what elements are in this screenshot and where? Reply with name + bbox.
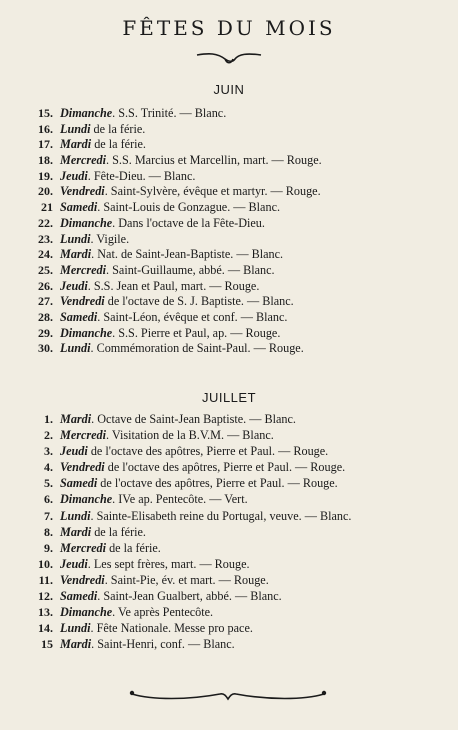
feast-description [60, 572, 269, 588]
feast-weekday: Vendredi [60, 572, 105, 587]
feast-entry [0, 279, 458, 295]
feast-weekday: Dimanche [60, 492, 113, 507]
feast-entry [0, 540, 458, 556]
feast-date-number: 19. [38, 168, 53, 183]
feast-description [60, 310, 287, 326]
feast-weekday: Lundi [60, 341, 91, 356]
feast-entry [0, 443, 458, 459]
feast-text: . IVe ap. Pentecôte. — Vert. [112, 492, 248, 507]
feast-text: . Saint-Sylvère, évêque et martyr. — Rouge. [104, 184, 321, 199]
feast-entry [0, 508, 458, 524]
feast-entry [0, 459, 458, 475]
feast-entry [0, 604, 458, 620]
feast-date-number: 5. [44, 476, 53, 491]
feast-weekday: Mardi [60, 247, 92, 262]
feast-entry [0, 556, 458, 572]
feast-date-number: 24. [38, 247, 53, 262]
feast-text: . Les sept frères, mart. — Rouge. [87, 556, 250, 571]
feast-entry [0, 247, 458, 263]
feast-weekday: Mardi [60, 637, 92, 652]
feast-date-number: 23. [38, 231, 53, 246]
feast-text: . Fête Nationale. Messe pro pace. [90, 621, 253, 636]
feast-date-number: 22. [38, 215, 53, 230]
feast-description [60, 475, 338, 491]
feast-description [60, 604, 213, 620]
feast-list-juillet [0, 411, 458, 652]
feast-text: de l'octave des apôtres, Pierre et Paul. — Rouge. [104, 460, 346, 475]
feast-entry [0, 411, 458, 427]
feast-date-number: 12. [38, 589, 53, 604]
feast-description [60, 620, 253, 636]
feast-entry [0, 122, 458, 138]
feast-description [60, 491, 248, 507]
feast-weekday: Mardi [60, 137, 92, 152]
feast-text: de la férie. [106, 540, 161, 555]
feast-text: . Saint-Pie, év. et mart. — Rouge. [104, 572, 269, 587]
feast-description [60, 137, 146, 153]
feast-date-number: 18. [38, 153, 53, 168]
top-flourish-ornament [195, 50, 263, 66]
feast-entry [0, 636, 458, 652]
feast-description [60, 588, 282, 604]
feast-weekday: Vendredi [60, 184, 105, 199]
feast-description [60, 153, 322, 169]
feast-weekday: Mercredi [60, 153, 107, 168]
feast-entry [0, 153, 458, 169]
feast-description [60, 247, 283, 263]
feast-description [60, 540, 161, 556]
feast-date-number: 20. [38, 184, 53, 199]
feast-date-number: 10. [38, 556, 53, 571]
feast-weekday: Mardi [60, 412, 92, 426]
feast-date-number: 27. [38, 294, 53, 309]
feast-weekday: Mardi [60, 524, 92, 539]
feast-date-number: 25. [38, 262, 53, 277]
feast-weekday: Dimanche [60, 605, 113, 620]
feast-date-number: 28. [38, 309, 53, 324]
feast-text: . Octave de Saint-Jean Baptiste. — Blanc. [91, 412, 296, 426]
feast-weekday: Jeudi [60, 278, 88, 293]
feast-entry [0, 169, 458, 185]
feast-text: . S.S. Marcius et Marcellin, mart. — Rouge. [106, 153, 322, 168]
feast-description [60, 524, 146, 540]
feast-weekday: Lundi [60, 121, 91, 136]
feast-text: de l'octave des apôtres, Pierre et Paul. — Rouge. [87, 444, 329, 459]
feast-description [60, 106, 226, 122]
feast-date-number: 29. [38, 325, 53, 340]
feast-description [60, 263, 275, 279]
feast-list-juin [0, 106, 458, 357]
feast-description [60, 443, 328, 459]
feast-description [60, 508, 351, 524]
feast-weekday: Jeudi [60, 444, 88, 459]
feast-date-number: 9. [44, 540, 53, 555]
feast-date-number: 4. [44, 460, 53, 475]
feast-date-number: 17. [38, 137, 53, 152]
feast-entry [0, 310, 458, 326]
feast-entry [0, 572, 458, 588]
feast-text: . Saint-Guillaume, abbé. — Blanc. [106, 262, 275, 277]
feast-description [60, 556, 250, 572]
feast-date-number: 15 [41, 637, 53, 652]
feast-weekday: Samedi [60, 200, 98, 215]
feast-text: . S.S. Jean et Paul, mart. — Rouge. [87, 278, 260, 293]
feast-text: . Fête-Dieu. — Blanc. [87, 168, 196, 183]
feast-entry [0, 200, 458, 216]
feast-weekday: Lundi [60, 621, 91, 636]
feast-text: . S.S. Pierre et Paul, ap. — Rouge. [112, 325, 281, 340]
feast-date-number: 16. [38, 121, 53, 136]
feast-entry [0, 263, 458, 279]
feast-date-number: 11. [38, 572, 53, 587]
feast-description [60, 411, 296, 427]
feast-text: de la férie. [91, 524, 146, 539]
feast-text: . Vigile. [90, 231, 130, 246]
feast-entry [0, 620, 458, 636]
feast-text: . S.S. Trinité. — Blanc. [112, 106, 227, 120]
feast-date-number: 13. [38, 605, 53, 620]
feast-entry [0, 491, 458, 507]
feast-weekday: Vendredi [60, 460, 105, 475]
feast-weekday: Lundi [60, 231, 91, 246]
feast-weekday: Vendredi [60, 294, 105, 309]
feast-text: . Visitation de la B.V.M. — Blanc. [106, 428, 274, 443]
feast-weekday: Mercredi [60, 428, 107, 443]
feast-entry [0, 216, 458, 232]
feast-text: . Saint-Léon, évêque et conf. — Blanc. [97, 309, 288, 324]
feast-description [60, 279, 259, 295]
feast-entry [0, 475, 458, 491]
feast-entry [0, 294, 458, 310]
feast-entry [0, 341, 458, 357]
feast-description [60, 184, 321, 200]
feast-date-number: 26. [38, 278, 53, 293]
feast-weekday: Mercredi [60, 540, 107, 555]
feast-description [60, 294, 294, 310]
feast-entry [0, 326, 458, 342]
feast-date-number: 15. [38, 106, 53, 120]
feast-entry [0, 184, 458, 200]
feast-description [60, 232, 129, 248]
feast-entry [0, 137, 458, 153]
feast-weekday: Dimanche [60, 106, 113, 120]
feast-description [60, 216, 265, 232]
month-heading-juin: JUIN [213, 82, 245, 97]
feast-description [60, 169, 195, 185]
feast-description [60, 326, 280, 342]
feast-entry [0, 106, 458, 122]
feast-date-number: 6. [44, 492, 53, 507]
feast-weekday: Dimanche [60, 215, 113, 230]
feast-date-number: 1. [44, 412, 53, 426]
feast-entry [0, 524, 458, 540]
feast-date-number: 14. [38, 621, 53, 636]
feast-weekday: Mercredi [60, 262, 107, 277]
feast-weekday: Samedi [60, 309, 98, 324]
feast-description [60, 636, 235, 652]
bottom-flourish-ornament [128, 688, 328, 704]
feast-description [60, 122, 145, 138]
feast-text: . Commémoration de Saint-Paul. — Rouge. [90, 341, 304, 356]
feast-text: . Saint-Jean Gualbert, abbé. — Blanc. [97, 589, 282, 604]
feast-text: . Dans l'octave de la Fête-Dieu. [112, 215, 265, 230]
feast-text: . Nat. de Saint-Jean-Baptiste. — Blanc. [91, 247, 284, 262]
feast-weekday: Lundi [60, 508, 91, 523]
feast-weekday: Samedi [60, 589, 98, 604]
feast-weekday: Samedi [60, 476, 98, 491]
feast-date-number: 8. [44, 524, 53, 539]
feast-date-number: 21 [41, 200, 53, 215]
feast-description [60, 427, 274, 443]
feast-date-number: 2. [44, 428, 53, 443]
feast-date-number: 3. [44, 444, 53, 459]
feast-entry [0, 427, 458, 443]
feast-date-number: 30. [38, 341, 53, 356]
feast-date-number: 7. [44, 508, 53, 523]
feast-description [60, 200, 280, 216]
page-title: FÊTES DU MOIS [122, 16, 336, 40]
feast-weekday: Jeudi [60, 168, 88, 183]
feast-text: de la férie. [90, 121, 146, 136]
feast-text: . Saint-Henri, conf. — Blanc. [91, 637, 235, 652]
feast-text: de l'octave de S. J. Baptiste. — Blanc. [104, 294, 294, 309]
feast-text: . Saint-Louis de Gonzague. — Blanc. [97, 200, 281, 215]
feast-text: de l'octave des apôtres, Pierre et Paul. — Rouge. [97, 476, 338, 491]
feast-text: . Ve après Pentecôte. [112, 605, 214, 620]
feast-description [60, 341, 304, 357]
feast-text: de la férie. [91, 137, 146, 152]
feast-weekday: Jeudi [60, 556, 88, 571]
feast-entry [0, 232, 458, 248]
feast-entry [0, 588, 458, 604]
feast-description [60, 459, 345, 475]
feast-weekday: Dimanche [60, 325, 113, 340]
feast-text: . Sainte-Elisabeth reine du Portugal, veuve. — Blanc. [90, 508, 352, 523]
month-heading-juillet: JUILLET [201, 390, 257, 405]
